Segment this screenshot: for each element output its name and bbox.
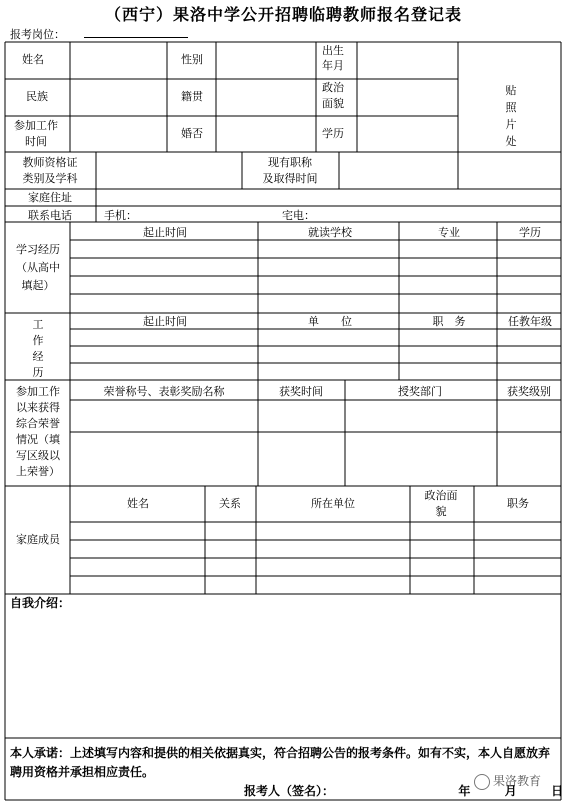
position-label: 报考岗位：	[10, 28, 65, 41]
family-header-duty: 职务	[507, 497, 529, 510]
family-header-name: 姓名	[127, 497, 149, 510]
work-header-grade: 任教年级	[508, 315, 552, 328]
study-label-3: 填起）	[21, 279, 55, 292]
label-birth-2: 年月	[322, 59, 344, 72]
work-label-2: 作	[32, 334, 44, 347]
label-work-start-2: 时间	[25, 135, 47, 148]
form-title: （西宁）果洛中学公开招聘临聘教师报名登记表	[104, 5, 462, 24]
label-work-start-1: 参加工作	[14, 119, 58, 132]
work-header-duty: 职 务	[432, 315, 466, 328]
pledge-text: 本人承诺：上述填写内容和提供的相关依据真实，符合招聘公告的报考条件。如有不实，本人自愿放弃聘用资格并承担相应责任。	[10, 746, 551, 779]
work-header-unit: 单 位	[308, 315, 352, 328]
study-label-1: 学习经历	[16, 243, 60, 256]
year-label: 年	[458, 784, 471, 798]
honors-header-time: 获奖时间	[279, 385, 323, 398]
honors-label-2: 以来获得	[16, 401, 60, 414]
month-label: 月	[504, 784, 517, 798]
label-cert-1: 教师资格证	[22, 156, 78, 169]
study-header-degree: 学历	[519, 226, 541, 239]
label-education: 学历	[322, 127, 344, 140]
work-label-1: 工	[32, 318, 44, 331]
wechat-icon	[474, 774, 490, 790]
family-header-unit: 所在单位	[311, 497, 355, 510]
label-mobile: 手机：	[104, 209, 137, 222]
intro-label: 自我介绍：	[10, 596, 71, 610]
photo-placeholder[interactable]: 贴 照 片 处	[505, 84, 517, 148]
honors-header-level: 获奖级别	[507, 385, 551, 398]
work-header-period: 起止时间	[143, 315, 187, 328]
label-address: 家庭住址	[28, 191, 72, 204]
family-header-political-2: 貌	[435, 505, 447, 518]
work-label-3: 经	[32, 350, 44, 363]
honors-header-title: 荣誉称号、表彰奖励名称	[103, 385, 225, 398]
honors-label-5: 写区级以	[16, 449, 60, 462]
study-header-school: 就读学校	[308, 226, 352, 239]
honors-label-1: 参加工作	[16, 385, 60, 398]
label-home-phone: 宅电：	[282, 209, 315, 222]
label-political-2: 面貌	[322, 97, 344, 110]
label-gender: 性别	[181, 53, 203, 66]
work-label-4: 历	[32, 366, 44, 379]
family-header-relation: 关系	[219, 497, 241, 510]
label-phone: 联系电话	[28, 209, 72, 222]
signature-label: 报考人（签名）：	[244, 784, 335, 798]
label-ethnicity: 民族	[26, 90, 48, 103]
label-birth-1: 出生	[322, 44, 344, 57]
day-label: 日	[551, 784, 564, 798]
honors-label-4: 情况（填	[16, 433, 60, 446]
label-political-1: 政治	[322, 81, 344, 94]
family-header-political-1: 政治面	[424, 489, 458, 502]
study-header-major: 专业	[438, 226, 460, 239]
label-marital: 婚否	[181, 127, 203, 140]
label-title-2: 及取得时间	[262, 172, 318, 185]
family-label: 家庭成员	[16, 533, 60, 546]
label-name: 姓名	[22, 53, 44, 66]
label-cert-2: 类别及学科	[22, 172, 78, 185]
study-label-2: （从高中	[16, 261, 60, 274]
honors-header-dept: 授奖部门	[398, 385, 442, 398]
watermark: 果洛教育	[474, 772, 541, 790]
honors-label-3: 综合荣誉	[16, 417, 60, 430]
label-title-1: 现有职称	[268, 156, 312, 169]
intro-textarea[interactable]	[6, 615, 560, 735]
honors-label-6: 上荣誉）	[16, 465, 60, 478]
label-native: 籍贯	[181, 90, 203, 103]
study-header-period: 起止时间	[143, 226, 187, 239]
